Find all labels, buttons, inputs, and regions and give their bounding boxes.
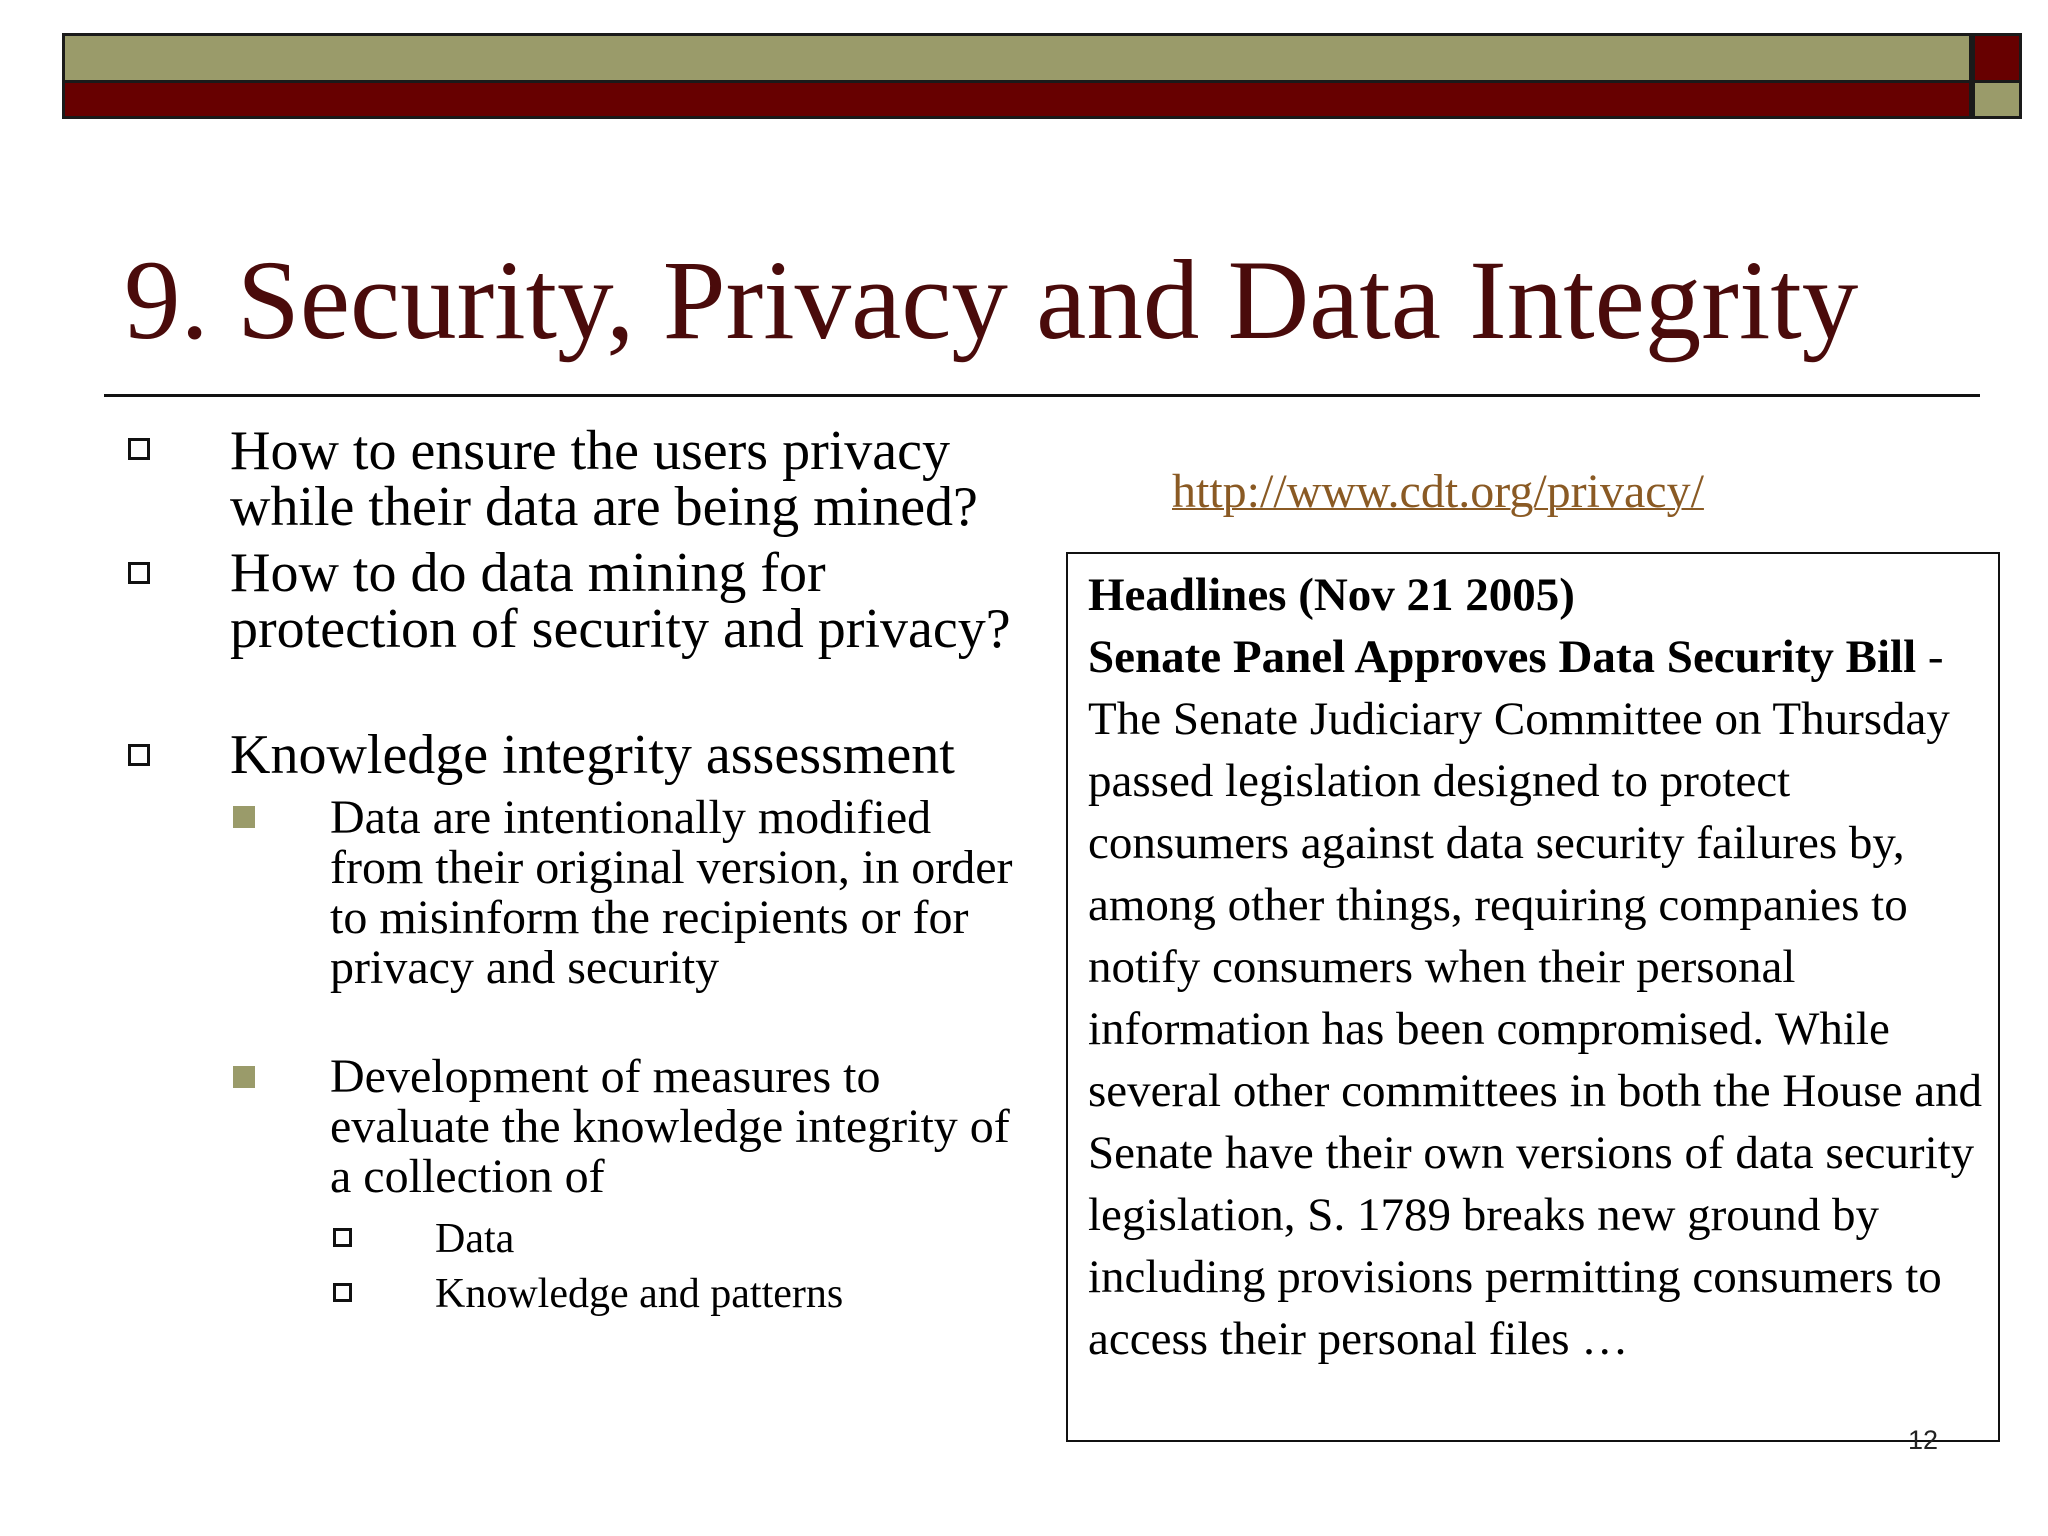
sub-sub-bullet-square-icon — [333, 1228, 352, 1247]
title-divider — [104, 394, 1980, 397]
headline-text — [1088, 564, 1988, 1370]
headline-title: Senate Panel Approves Data Security Bill — [1088, 631, 1917, 683]
bullet-square-icon — [128, 438, 150, 460]
sub-bullet-square-icon — [233, 806, 255, 828]
header-band-maroon — [62, 83, 1972, 119]
bullet-square-icon — [128, 562, 150, 584]
page-number: 12 — [1908, 1425, 1939, 1455]
sub-bullet-item: Development of measures to evaluate the knowledge integrity of a collection of — [330, 1050, 1010, 1203]
header-corner-maroon — [1972, 33, 2022, 83]
sub-sub-bullet-item: Data — [435, 1216, 515, 1262]
header-band-olive — [62, 33, 1972, 83]
headline-paragraph — [1088, 626, 1988, 1370]
privacy-link[interactable]: http://www.cdt.org/privacy/ — [1172, 465, 1704, 518]
sub-sub-bullet-item: Knowledge and patterns — [435, 1271, 844, 1317]
headline-body: - The Senate Judiciary Committee on Thursday passed legislation designed to protect consumers against data security failures by, among other things, requiring companies to notify consumers when their personal information has been compromised. While several other committees in both the House and Senate have their own versions of data security legislation, S. 1789 breaks new ground by including provisions permitting consumers to access their personal files … — [1088, 631, 1983, 1365]
bullet-item: Knowledge integrity assessment — [230, 724, 955, 786]
slide-title: 9. Security, Privacy and Data Integrity — [124, 238, 1859, 363]
bullet-item: How to ensure the users privacy while their data are being mined? — [230, 420, 978, 538]
bullet-item: How to do data mining for protection of security and privacy? — [230, 542, 1011, 660]
sub-bullet-item: Data are intentionally modified from their original version, in order to misinform the recipients or for privacy and security — [330, 791, 1013, 994]
sub-bullet-square-icon — [233, 1066, 255, 1088]
bullet-square-icon — [128, 744, 150, 766]
headline-heading: Headlines (Nov 21 2005) — [1088, 569, 1575, 621]
sub-sub-bullet-square-icon — [333, 1283, 352, 1302]
header-corner-olive — [1972, 83, 2022, 119]
